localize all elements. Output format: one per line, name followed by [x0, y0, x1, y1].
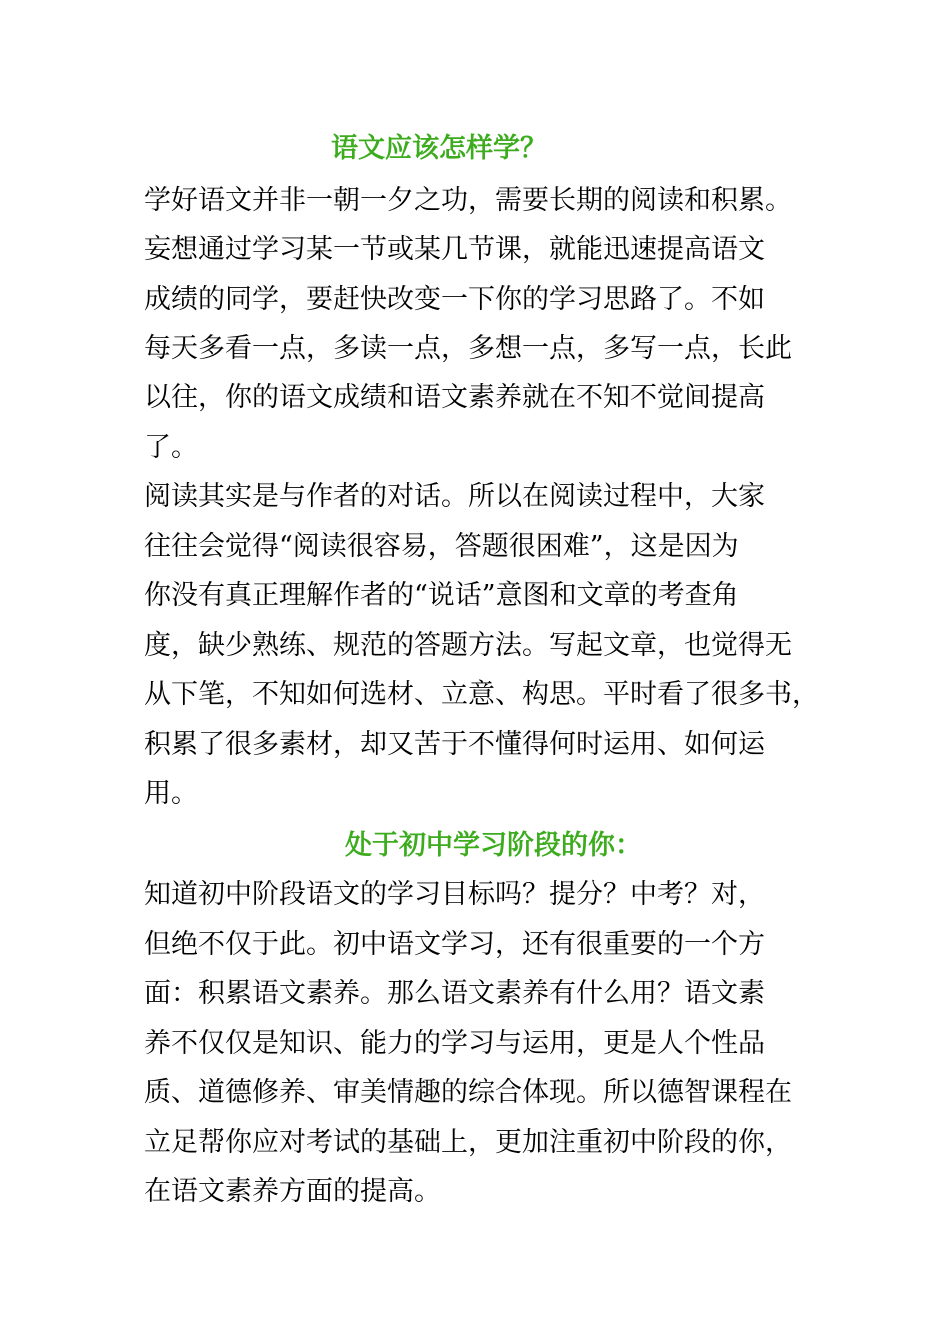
paragraph-2-line-1: 阅读其实是与作者的对话。所以在阅读过程中，大家 [144, 481, 765, 512]
paragraph-3-line-1: 知道初中阶段语文的学习目标吗？提分？中考？对， [144, 879, 765, 910]
paragraph-3-line-7: 在语文素养方面的提高。 [144, 1176, 441, 1207]
paragraph-3-line-4: 养不仅仅是知识、能力的学习与运用，更是人个性品 [144, 1028, 765, 1059]
paragraph-1-line-4: 每天多看一点，多读一点，多想一点，多写一点，长此 [144, 333, 792, 364]
paragraph-2-line-7: 用。 [144, 778, 198, 809]
document-title: 语文应该怎样学？ [331, 133, 547, 164]
paragraph-3-line-5: 质、道德修养、审美情趣的综合体现。所以德智课程在 [144, 1077, 792, 1108]
section-title: 处于初中学习阶段的你： [345, 830, 642, 861]
paragraph-1-line-2: 妄想通过学习某一节或某几节课，就能迅速提高语文 [144, 234, 765, 265]
paragraph-2-line-2: 往往会觉得“阅读很容易，答题很困难”，这是因为 [144, 531, 739, 562]
paragraph-1-line-1: 学好语文并非一朝一夕之功，需要长期的阅读和积累。 [144, 185, 792, 216]
paragraph-2-line-6: 积累了很多素材，却又苦于不懂得何时运用、如何运 [144, 729, 765, 760]
paragraph-1-line-6: 了。 [144, 432, 198, 463]
paragraph-2-line-3: 你没有真正理解作者的“说话”意图和文章的考查角 [144, 580, 739, 611]
paragraph-3-line-2: 但绝不仅于此。初中语文学习，还有很重要的一个方 [144, 929, 765, 960]
paragraph-2-line-5: 从下笔，不知如何选材、立意、构思。平时看了很多书， [144, 679, 819, 710]
paragraph-3-line-6: 立足帮你应对考试的基础上，更加注重初中阶段的你， [144, 1127, 792, 1158]
paragraph-1-line-5: 以往，你的语文成绩和语文素养就在不知不觉间提高 [144, 382, 765, 413]
paragraph-1-line-3: 成绩的同学，要赶快改变一下你的学习思路了。不如 [144, 284, 765, 315]
paragraph-3-line-3: 面：积累语文素养。那么语文素养有什么用？语文素 [144, 978, 765, 1009]
paragraph-2-line-4: 度，缺少熟练、规范的答题方法。写起文章，也觉得无 [144, 630, 792, 661]
